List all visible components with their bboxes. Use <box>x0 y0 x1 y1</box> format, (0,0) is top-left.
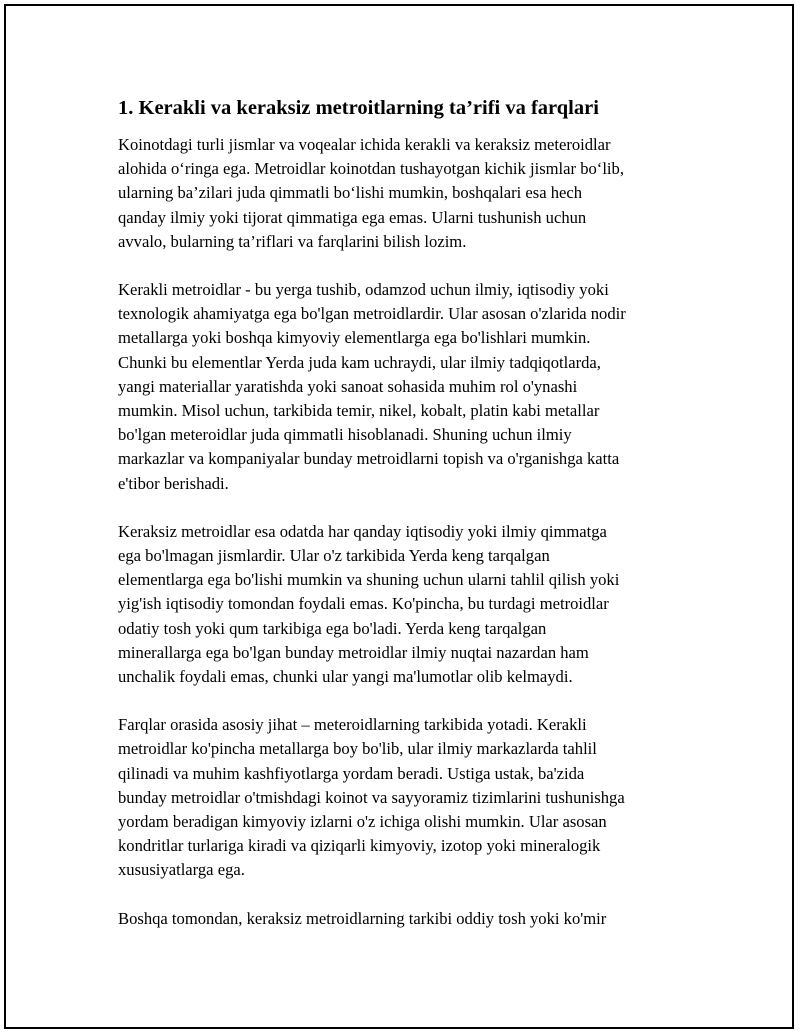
paragraph-line: bo'lgan meteroidlar juda qimmatli hisoblanadi. Shuning uchun ilmiy <box>118 425 572 445</box>
paragraph-line: ularning ba’zilari juda qimmatli bo‘lishi mumkin, boshqalari esa hech <box>118 183 583 203</box>
paragraph-line: metroidlar ko'pincha metallarga boy bo'lib, ular ilmiy markazlarda tahlil <box>118 739 597 759</box>
paragraph-line: Farqlar orasida asosiy jihat – meteroidlarning tarkibida yotadi. Kerakli <box>118 715 587 735</box>
paragraph-3 <box>118 520 708 689</box>
paragraph-line: Koinotdagi turli jismlar va voqealar ichida kerakli va keraksiz meteroidlar <box>118 135 611 154</box>
section-heading: 1. Kerakli va keraksiz metroitlarning ta’rifi va farqlari <box>118 97 599 119</box>
paragraph-line: yordam beradigan kimyoviy izlarni o'z ichiga olishi mumkin. Ular asosan <box>118 812 607 832</box>
paragraph-line: ega bo'lmagan jismlardir. Ular o'z tarkibida Yerda keng tarqalgan <box>118 546 550 566</box>
paragraph-line: xususiyatlarga ega. <box>118 860 245 880</box>
paragraph-line: texnologik ahamiyatga ega bo'lgan metroidlardir. Ular asosan o'zlarida nodir <box>118 304 626 324</box>
paragraph-line: qanday ilmiy yoki tijorat qimmatiga ega emas. Ularni tushunish uchun <box>118 207 587 227</box>
paragraph-line: minerallarga ega bo'lgan bunday metroidlar ilmiy nuqtai nazardan ham <box>118 642 589 662</box>
paragraph-line: odatiy tosh yoki qum tarkibiga ega bo'ladi. Yerda keng tarqalgan <box>118 618 547 638</box>
paragraph-line: elementlarga ega bo'lishi mumkin va shuning uchun ularni tahlil qilish yoki <box>118 570 620 590</box>
paragraph-line: avvalo, bularning ta’riflari va farqlarini bilish lozim. <box>118 231 467 251</box>
paragraph-line: yig'ish iqtisodiy tomondan foydali emas. Ko'pincha, bu turdagi metroidlar <box>118 594 609 614</box>
document-body <box>118 94 708 955</box>
paragraph-line: qilinadi va muhim kashfiyotlarga yordam beradi. Ustiga ustak, ba'zida <box>118 763 585 783</box>
paragraph-line: kondritlar turlariga kiradi va qiziqarli kimyoviy, izotop yoki mineralogik <box>118 836 601 856</box>
paragraph-5 <box>118 907 708 931</box>
paragraph-line: bunday metroidlar o'tmishdagi koinot va sayyoramiz tizimlarini tushunishga <box>118 787 625 807</box>
paragraph-line: markazlar va kompaniyalar bunday metroidlarni topish va o'rganishga katta <box>118 449 620 469</box>
paragraph-line: Chunki bu elementlar Yerda juda kam uchraydi, ular ilmiy tadqiqotlarda, <box>118 352 601 372</box>
paragraph-4 <box>118 713 708 882</box>
paragraph-line: mumkin. Misol uchun, tarkibida temir, nikel, kobalt, platin kabi metallar <box>118 401 600 421</box>
paragraph-line: alohida o‘ringa ega. Metroidlar koinotdan tushayotgan kichik jismlar bo‘lib, <box>118 159 624 179</box>
paragraph-1 <box>118 133 708 254</box>
paragraph-line: Kerakli metroidlar - bu yerga tushib, odamzod uchun ilmiy, iqtisodiy yoki <box>118 280 609 300</box>
paragraph-line: yangi materiallar yaratishda yoki sanoat sohasida muhim rol o'ynashi <box>118 376 578 396</box>
paragraph-line: Keraksiz metroidlar esa odatda har qanday iqtisodiy yoki ilmiy qimmatga <box>118 521 607 541</box>
paragraph-line: metallarga yoki boshqa kimyoviy elementlarga ega bo'lishlari mumkin. <box>118 328 591 348</box>
paragraph-line: e'tibor berishadi. <box>118 473 229 493</box>
paragraph-2 <box>118 278 708 496</box>
paragraph-line: Boshqa tomondan, keraksiz metroidlarning tarkibi oddiy tosh yoki ko'mir <box>118 908 607 928</box>
paragraph-line: unchalik foydali emas, chunki ular yangi ma'lumotlar olib kelmaydi. <box>118 667 573 687</box>
